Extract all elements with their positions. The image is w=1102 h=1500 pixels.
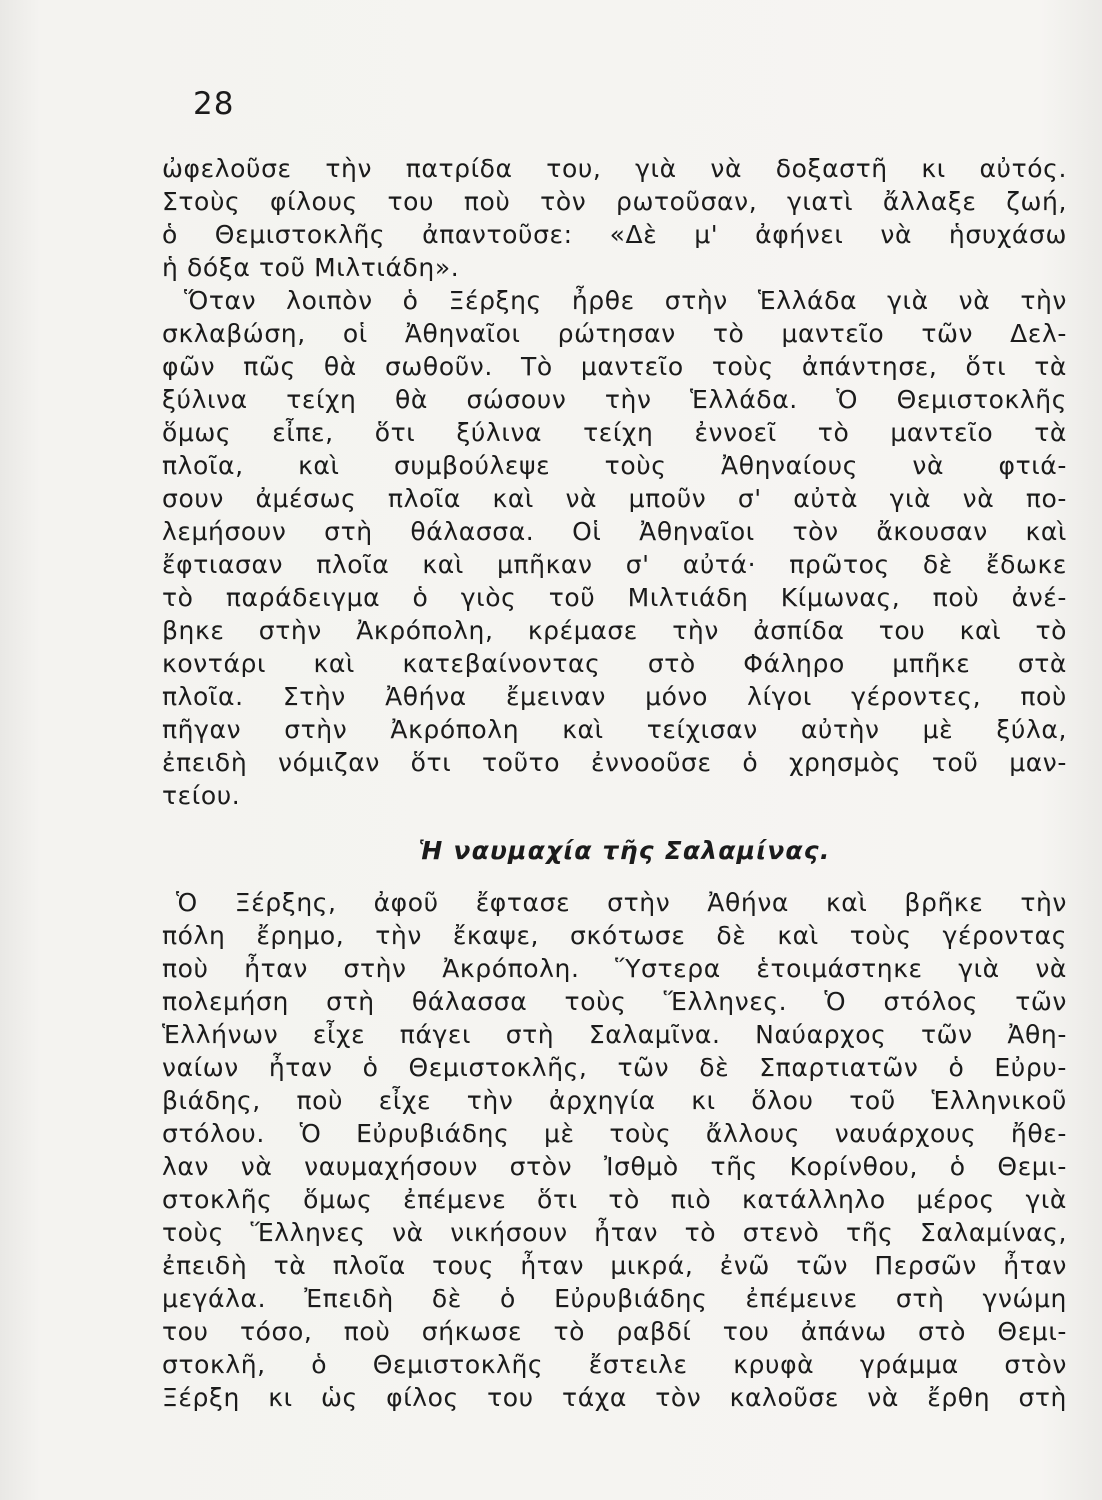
text-line: βιάδης, ποὺ εἶχε τὴν ἀρχηγία κι ὅλου τοῦ Ἑλληνικοῦ [162, 1086, 1067, 1115]
text-line: τοὺς Ἕλληνες νὰ νικήσουν ἦταν τὸ στενὸ τῆς Σαλαμίνας, [162, 1218, 1067, 1247]
text-line: μεγάλα. Ἐπειδὴ δὲ ὁ Εὐρυβιάδης ἐπέμεινε στὴ γνώμη [162, 1284, 1067, 1313]
text-line: ἐπειδὴ τὰ πλοῖα τους ἦταν μικρά, ἐνῶ τῶν Περσῶν ἦταν [162, 1251, 1067, 1280]
text-line: ἔφτιασαν πλοῖα καὶ μπῆκαν σ' αὐτά· πρῶτος δὲ ἔδωκε [162, 550, 1067, 579]
text-line: ναίων ἦταν ὁ Θεμιστοκλῆς, τῶν δὲ Σπαρτιατῶν ὁ Εὐρυ- [162, 1053, 1067, 1082]
text-line: πολεμήση στὴ θάλασσα τοὺς Ἕλληνες. Ὁ στόλος τῶν [162, 987, 1067, 1016]
text-line: Ἑλλήνων εἶχε πάγει στὴ Σαλαμῖνα. Ναύαρχος τῶν Ἀθη- [162, 1020, 1067, 1049]
text-line: ἐπειδὴ νόμιζαν ὅτι τοῦτο ἐννοοῦσε ὁ χρησμὸς τοῦ μαν- [162, 748, 1067, 777]
text-line: Ξέρξη κι ὡς φίλος του τάχα τὸν καλοῦσε νὰ ἔρθη στὴ [162, 1383, 1067, 1412]
text-line: ὠφελοῦσε τὴν πατρίδα του, γιὰ νὰ δοξαστῆ κι αὐτός. [162, 154, 1067, 183]
text-line: Ὁ Ξέρξης, ἀφοῦ ἔφτασε στὴν Ἀθήνα καὶ βρῆκε τὴν [176, 888, 1067, 917]
text-line: του τόσο, ποὺ σήκωσε τὸ ραβδί του ἀπάνω στὸ Θεμι- [162, 1317, 1067, 1346]
text-line: Στοὺς φίλους του ποὺ τὸν ρωτοῦσαν, γιατὶ ἄλλαξε ζωή, [162, 187, 1067, 216]
text-line: Ὅταν λοιπὸν ὁ Ξέρξης ἦρθε στὴν Ἑλλάδα γιὰ νὰ τὴν [184, 286, 1067, 315]
text-line: σκλαβώση, οἱ Ἀθηναῖοι ρώτησαν τὸ μαντεῖο τῶν Δελ- [162, 319, 1067, 348]
paragraph-themistocles-oracle [162, 152, 1067, 812]
text-line: σουν ἀμέσως πλοῖα καὶ νὰ μποῦν σ' αὐτὰ γιὰ νὰ πο- [162, 484, 1067, 513]
text-line: στόλου. Ὁ Εὐρυβιάδης μὲ τοὺς ἄλλους ναυάρχους ἤθε- [162, 1119, 1067, 1148]
text-line: κοντάρι καὶ κατεβαίνοντας στὸ Φάληρο μπῆκε στὰ [162, 649, 1067, 678]
text-line: φῶν πῶς θὰ σωθοῦν. Τὸ μαντεῖο τοὺς ἀπάντησε, ὅτι τὰ [162, 352, 1067, 381]
text-line: ὁ Θεμιστοκλῆς ἀπαντοῦσε: «Δὲ μ' ἀφήνει νὰ ἡσυχάσω [162, 220, 1067, 249]
text-line: στοκλῆ, ὁ Θεμιστοκλῆς ἔστειλε κρυφὰ γράμμα στὸν [162, 1350, 1067, 1379]
text-line: λεμήσουν στὴ θάλασσα. Οἱ Ἀθηναῖοι τὸν ἄκουσαν καὶ [162, 517, 1067, 546]
text-line: ὅμως εἶπε, ὅτι ξύλινα τείχη ἐννοεῖ τὸ μαντεῖο τὰ [162, 418, 1067, 447]
text-line: τὸ παράδειγμα ὁ γιὸς τοῦ Μιλτιάδη Κίμωνας, ποὺ ἀνέ- [162, 583, 1067, 612]
text-line: πλοῖα. Στὴν Ἀθήνα ἔμειναν μόνο λίγοι γέροντες, ποὺ [162, 682, 1067, 711]
text-line: τείου. [162, 781, 241, 810]
paragraph-salamis-battle [162, 886, 1067, 1414]
page-number: 28 [193, 86, 235, 122]
text-line: πλοῖα, καὶ συμβούλεψε τοὺς Ἀθηναίους νὰ φτιά- [162, 451, 1067, 480]
text-line: πῆγαν στὴν Ἀκρόπολη καὶ τείχισαν αὐτὴν μὲ ξύλα, [162, 715, 1067, 744]
text-line: λαν νὰ ναυμαχήσουν στὸν Ἰσθμὸ τῆς Κορίνθου, ὁ Θεμι- [162, 1152, 1067, 1181]
text-line: ἡ δόξα τοῦ Μιλτιάδη». [162, 253, 460, 282]
text-line: ποὺ ἦταν στὴν Ἀκρόπολη. Ὕστερα ἑτοιμάστηκε γιὰ νὰ [162, 954, 1067, 983]
text-line: ξύλινα τείχη θὰ σώσουν τὴν Ἑλλάδα. Ὁ Θεμιστοκλῆς [162, 385, 1067, 414]
text-line: βηκε στὴν Ἀκρόπολη, κρέμασε τὴν ἀσπίδα του καὶ τὸ [162, 616, 1067, 645]
section-heading: Ἡ ναυμαχία τῆς Σαλαμίνας. [418, 836, 831, 865]
text-line: πόλη ἔρημο, τὴν ἔκαψε, σκότωσε δὲ καὶ τοὺς γέροντας [162, 921, 1067, 950]
text-line: στοκλῆς ὅμως ἐπέμενε ὅτι τὸ πιὸ κατάλληλο μέρος γιὰ [162, 1185, 1067, 1214]
